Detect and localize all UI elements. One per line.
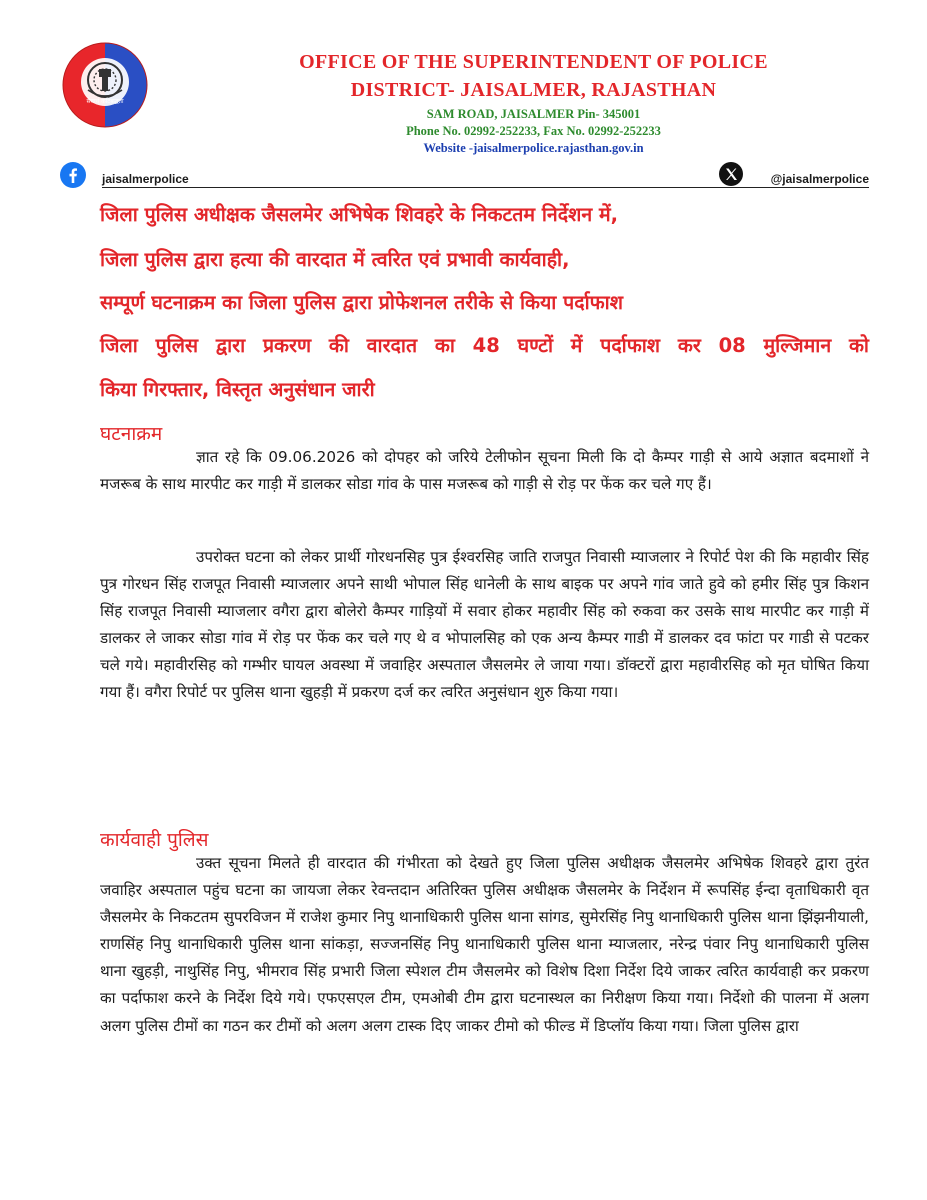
- headline-1: जिला पुलिस अधीक्षक जैसलमेर अभिषेक शिवहरे के निकटतम निर्देशन में,: [100, 203, 619, 226]
- office-title: [230, 48, 837, 104]
- office-website[interactable]: Website -jaisalmerpolice.rajasthan.gov.in: [423, 141, 644, 155]
- headline-3: सम्पूर्ण घटनाक्रम का जिला पुलिस द्वारा प्रोफेशनल तरीके से किया पर्दाफाश: [100, 291, 623, 314]
- logo-motto: सेवार्थ कटिबद्धता: [86, 98, 124, 105]
- incident-paragraph-2: उपरोक्त घटना को लेकर प्रार्थी गोरधनसिह पुत्र ईश्वरसिह जाति राजपुत निवासी म्याजलार ने रिपोर्ट पेश की कि महावीर सिंह पुत्र गोरधन सिंह राजपूत निवासी म्याजलार अपने साथी भोपाल सिंह धानेली के साथ बाइक पर अपने गांव जाते हुवे को हमीर सिंह पुत्र किशन सिंह राजपूत निवासी म्याजलार वगैरा द्वारा बोलेरो कैम्पर गाड़ियों में सवार होकर महावीर सिंह को रुकवा कर उसके साथ मारपीट कर गाड़ी में डालकर ले जाकर सोडा गांव में रोड़ पर फेंक कर चले गए थे व भोपालसिह को एक अन्य कैम्पर गाडी में डालकर दव फांटा पर गाडी से पटकर चले गये। महावीरसिह को गम्भीर घायल अवस्था में जवाहिर अस्पताल जैसलमेर ले जाया गया। डॉक्टरों द्वारा महावीरसिह को मृत घोषित किया गया हैं। वगैरा रिपोर्ट पर पुलिस थाना खुहड़ी में प्रकरण दर्ज कर त्वरित अनुसंधान शुरु किया गया।: [100, 548, 869, 702]
- office-phone: Phone No. 02992-252233, Fax No. 02992-252233: [406, 124, 661, 138]
- section-heading-incident: घटनाक्रम: [100, 423, 163, 445]
- section-heading-police-action: कार्यवाही पुलिस: [100, 829, 209, 851]
- header-divider: [102, 187, 869, 188]
- x-handle[interactable]: @jaisalmerpolice: [770, 172, 869, 186]
- police-emblem-logo: [62, 40, 148, 130]
- facebook-icon[interactable]: [60, 162, 86, 188]
- facebook-handle[interactable]: jaisalmerpolice: [102, 172, 189, 186]
- police-action-paragraph-1: उक्त सूचना मिलते ही वारदात की गंभीरता को देखते हुए जिला पुलिस अधीक्षक जैसलमेर अभिषेक शिवहरे द्वारा तुरंत जवाहिर अस्पताल पहुंच घटना का जायजा लेकर रेवन्तदान अतिरिक्त पुलिस अधीक्षक जैसलमेर के निर्देशन में रूपसिंह ईन्दा वृताधिकारी वृत जैसलमेर के निकटतम सुपरविजन में राजेश कुमार निपु थानाधिकारी पुलिस थाना सांगड, सुमेरसिंह निपु थानाधिकारी पुलिस थाना झिंझनीयाली, राणसिंह निपु थानाधिकारी पुलिस थाना सांकड़ा, सज्जनसिंह निपु थानाधिकारी पुलिस थाना म्याजलार, नरेन्द्र पंवार निपु थानाधिकारी पुलिस थाना खुहड़ी, नाथुसिंह निपु, भीमराव सिंह प्रभारी जिला स्पेशल टीम जैसलमेर को विशेष दिशा निर्देश दिये जाकर त्वरित कार्यवाही कर प्रकरण का पर्दाफाश करने के निर्देश दिये गये। एफएसएल टीम, एमओबी टीम द्वारा घटनास्थल का निरीक्षण किया गया। निर्देशो की पालना में अलग अलग पुलिस टीमों का गठन कर टीमों को अलग अलग टास्क दिए जाकर टीमो को फील्ड में डिप्लॉय किया गया। जिला पुलिस द्वारा: [100, 854, 869, 1035]
- headline-4: जिला पुलिस द्वारा प्रकरण की वारदात का 48 घण्टों में पर्दाफाश कर 08 मुल्जिमान को: [100, 334, 869, 357]
- office-title-line2: DISTRICT- JAISALMER, RAJASTHAN: [350, 79, 717, 101]
- x-twitter-icon[interactable]: [719, 162, 743, 186]
- social-links-row: [60, 162, 869, 190]
- headline-2: जिला पुलिस द्वारा हत्या की वारदात में त्वरित एवं प्रभावी कार्यवाही,: [100, 248, 570, 271]
- headline-5: किया गिरफ्तार, विस्तृत अनुसंधान जारी: [100, 378, 375, 401]
- office-title-line1: OFFICE OF THE SUPERINTENDENT OF POLICE: [299, 51, 768, 73]
- office-address: SAM ROAD, JAISALMER Pin- 345001: [426, 107, 641, 121]
- incident-paragraph-1: ज्ञात रहे कि 09.06.2026 को दोपहर को जरिये टेलीफोन सूचना मिली कि दो कैम्पर गाड़ी से आये अज्ञात बदमाशों ने मजरूब के साथ मारपीट कर गाड़ी में डालकर सोडा गांव के पास मजरूब को गाड़ी से रोड़ पर फेंक कर चले गए हैं।: [100, 448, 869, 494]
